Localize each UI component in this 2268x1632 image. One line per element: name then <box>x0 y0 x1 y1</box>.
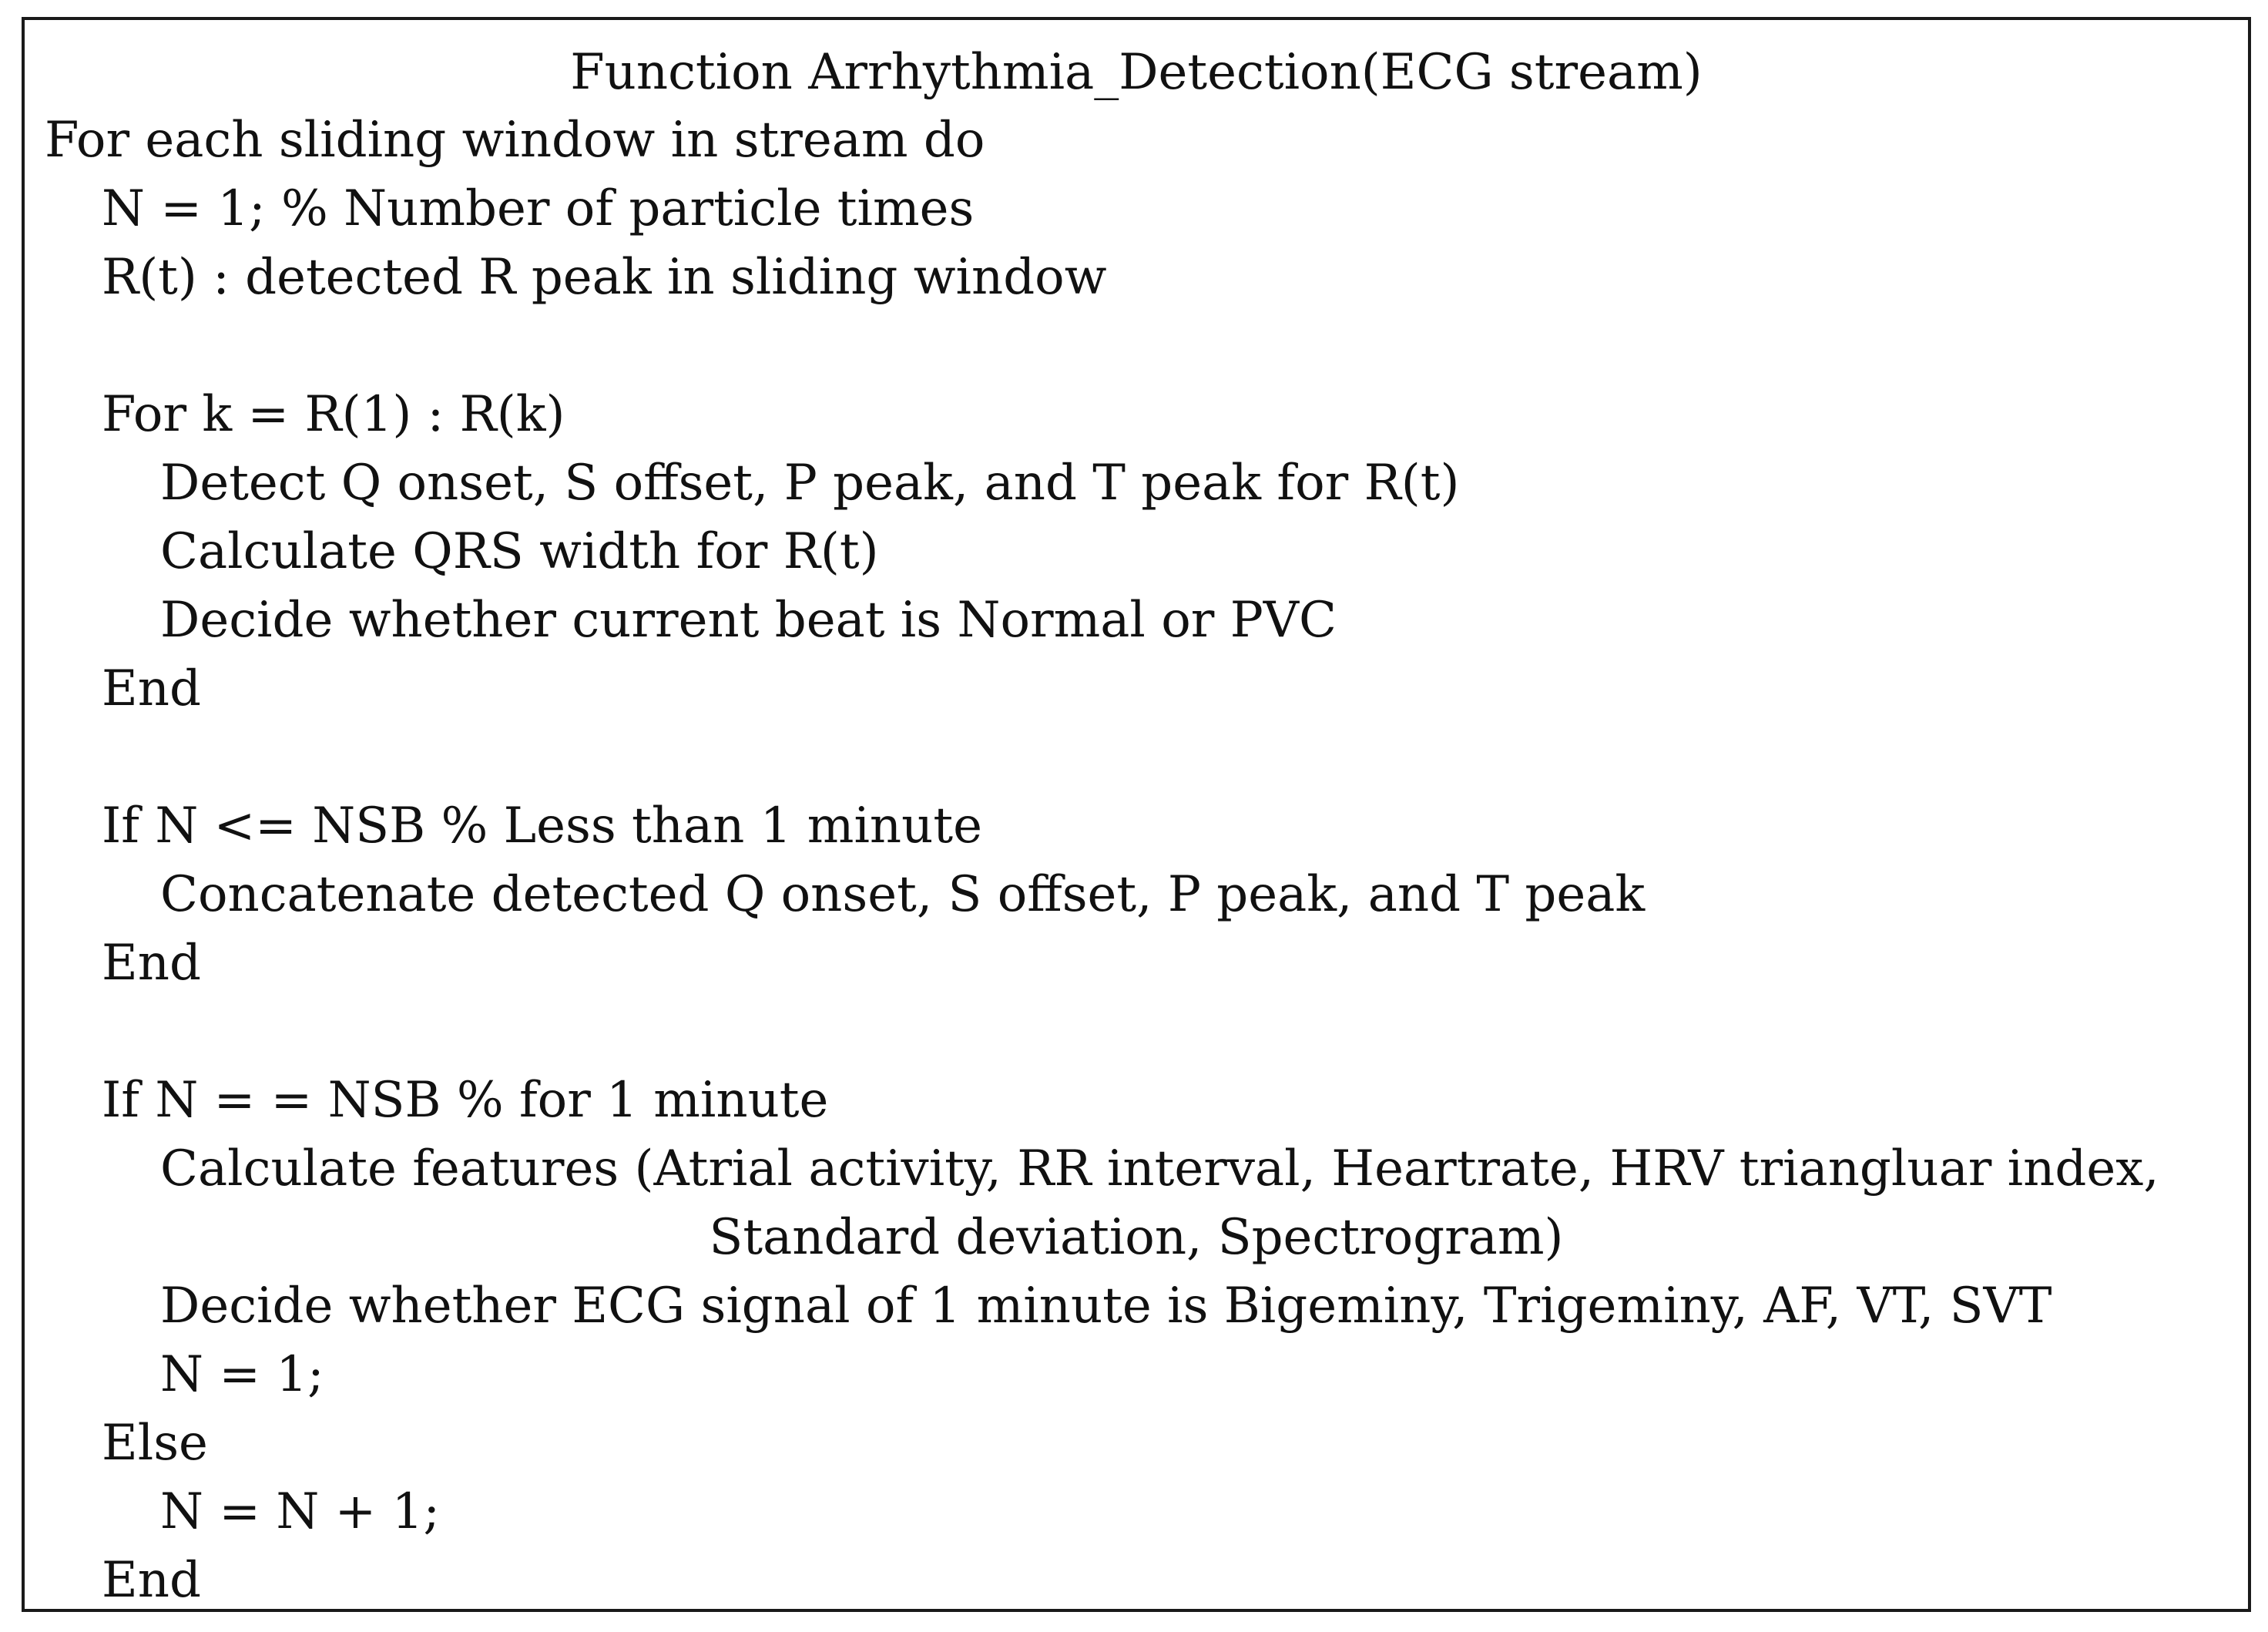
if-equal-line: If N = = NSB % for 1 minute <box>102 1072 829 1129</box>
init-n-line: N = 1; % Number of particle times <box>102 180 975 237</box>
else-line: Else <box>102 1415 208 1472</box>
if-less-line: If N <= NSB % Less than 1 minute <box>102 798 982 855</box>
concatenate-line: Concatenate detected Q onset, S offset, P peak, and T peak <box>160 866 1646 923</box>
end-if-else-line: End <box>102 1552 201 1609</box>
for-each-window-line: For each sliding window in stream do <box>45 112 985 169</box>
decide-beat-line: Decide whether current beat is Normal or PVC <box>160 592 1337 649</box>
decide-signal-line: Decide whether ECG signal of 1 minute is Bigeminy, Trigeminy, AF, VT, SVT <box>160 1278 2052 1335</box>
calc-features-line: Calculate features (Atrial activity, RR interval, Heartrate, HRV triangluar index, <box>160 1140 2159 1197</box>
function-title: Function Arrhythmia_Detection(ECG stream) <box>570 44 1703 101</box>
reset-n-line: N = 1; <box>160 1346 324 1403</box>
r-peak-line: R(t) : detected R peak in sliding window <box>102 249 1107 306</box>
increment-n-line: N = N + 1; <box>160 1483 440 1540</box>
end-if-line: End <box>102 935 201 992</box>
end-for-line: End <box>102 660 201 717</box>
for-k-line: For k = R(1) : R(k) <box>102 386 565 443</box>
calc-qrs-line: Calculate QRS width for R(t) <box>160 523 879 580</box>
detect-onset-line: Detect Q onset, S offset, P peak, and T peak for R(t) <box>160 455 1460 512</box>
algorithm-box <box>22 17 2251 1612</box>
calc-features-continuation: Standard deviation, Spectrogram) <box>709 1209 1564 1266</box>
